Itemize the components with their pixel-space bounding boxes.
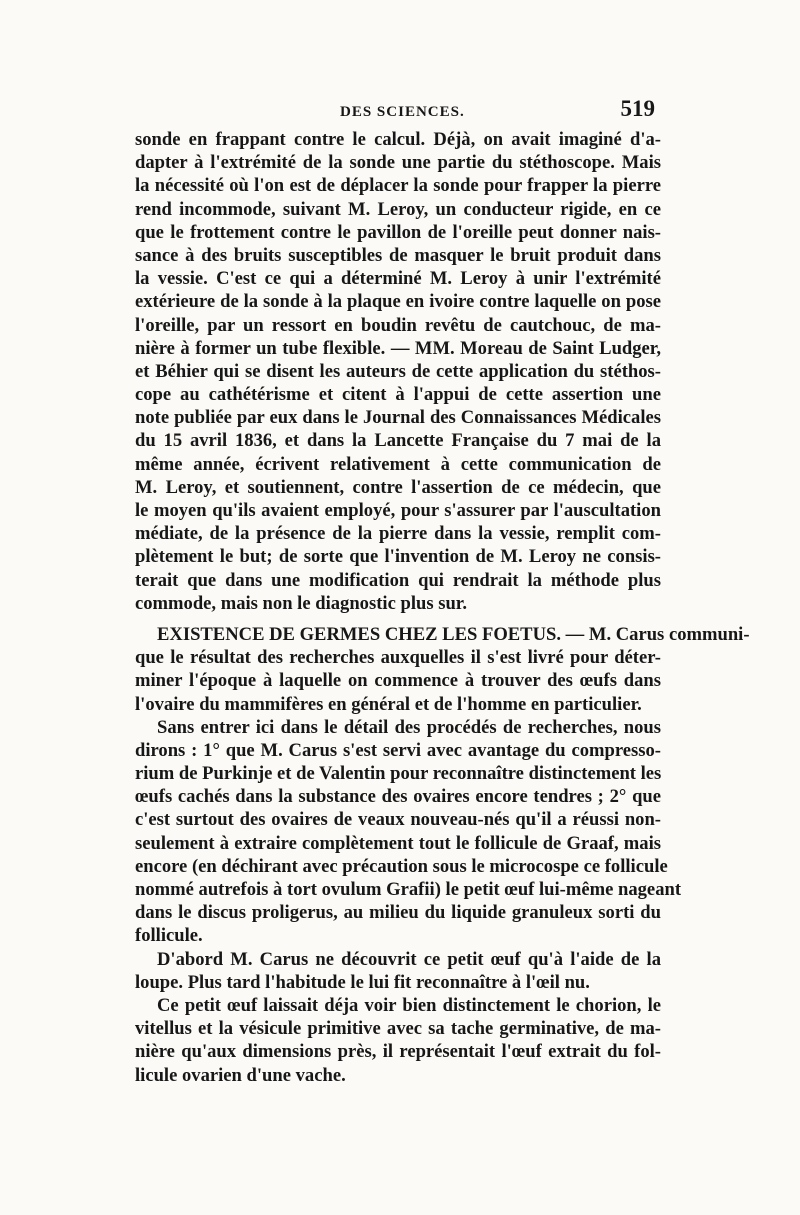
text-line: Sans entrer ici dans le détail des procédés de recherches, nous: [157, 716, 661, 738]
page-header: [135, 96, 655, 130]
paragraph-egg-description: [135, 994, 661, 1087]
text-line: nommé autrefois à tort ovulum Grafii) le petit œuf lui-même nageant: [135, 879, 682, 900]
text-line: l'ovaire du mammifères en général et de l'homme en particulier.: [135, 693, 642, 715]
text-line: œufs cachés dans la substance des ovaires encore tendres ; 2° que: [135, 786, 661, 808]
text-line: dans le discus proligerus, au milieu du liquide granuleux sorti du: [135, 902, 661, 924]
page-number: 519: [620, 96, 655, 121]
paragraph-magnifier: [135, 948, 661, 994]
text-line: et Béhier qui se disent les auteurs de cette application du stéthos-: [135, 360, 661, 382]
text-line: M. Leroy, et soutiennent, contre l'assertion de ce médecin, que: [135, 476, 661, 498]
text-line: sance à des bruits susceptibles de masquer le bruit produit dans: [135, 244, 661, 266]
text-line: que le frottement contre le pavillon de l'oreille peut donner nais-: [135, 221, 661, 243]
text-line: la nécessité où l'on est de déplacer la sonde pour frapper la pierre: [135, 175, 661, 197]
paragraph-germ-existence: [135, 623, 750, 716]
text-line: licule ovarien d'une vache.: [135, 1064, 346, 1086]
text-line: du 15 avril 1836, et dans la Lancette Française du 7 mai de la: [135, 430, 661, 452]
text-line: plètement le but; de sorte que l'invention de M. Leroy ne consis-: [135, 546, 661, 568]
text-line: que le résultat des recherches auxquelles il s'est livré pour déter-: [135, 647, 661, 669]
text-line: c'est surtout des ovaires de veaux nouveau-nés qu'il a réussi non-: [135, 809, 661, 831]
paragraph-lithotrity: [135, 128, 661, 615]
text-line: terait que dans une modification qui rendrait la méthode plus: [135, 569, 661, 591]
text-line: l'oreille, par un ressort en boudin revêtu de cautchouc, de ma-: [135, 314, 661, 336]
text-line: commode, mais non le diagnostic plus sur.: [135, 592, 467, 614]
running-title: DES SCIENCES.: [340, 104, 465, 120]
text-line: sonde en frappant contre le calcul. Déjà, on avait imaginé d'a-: [135, 129, 661, 150]
text-line: dapter à l'extrémité de la sonde une partie du stéthoscope. Mais: [135, 152, 661, 174]
text-line: rium de Purkinje et de Valentin pour reconnaître distinctement les: [135, 763, 662, 785]
text-line: extérieure de la sonde à la plaque en ivoire contre laquelle on pose: [135, 291, 661, 313]
text-line: même année, écrivent relativement à cette communication de: [135, 453, 661, 475]
text-line: loupe. Plus tard l'habitude le lui fit reconnaître à l'œil nu.: [135, 971, 590, 993]
text-line: rend incommode, suivant M. Leroy, un conducteur rigide, en ce: [135, 198, 661, 220]
text-line: follicule.: [135, 925, 203, 947]
text-line: dirons : 1° que M. Carus s'est servi avec avantage du compresso-: [135, 739, 661, 761]
page-body: [135, 128, 750, 1087]
text-line: seulement à extraire complètement tout le follicule de Graaf, mais: [135, 832, 661, 854]
text-line: nière à former un tube flexible. — MM. Moreau de Saint Ludger,: [135, 337, 661, 359]
text-line: nière qu'aux dimensions près, il représentait l'œuf extrait du fol-: [135, 1041, 661, 1063]
text-line: D'abord M. Carus ne découvrit ce petit œuf qu'à l'aide de la: [157, 948, 661, 970]
text-line: cope au cathétérisme et citent à l'appui de cette assertion une: [135, 384, 661, 406]
text-line: médiate, de la présence de la pierre dans la vessie, remplit com-: [135, 523, 661, 545]
text-line: note publiée par eux dans le Journal des Connaissances Médicales: [135, 407, 661, 429]
text-line: Ce petit œuf laissait déja voir bien distinctement le chorion, le: [157, 994, 661, 1016]
text-line: encore (en déchirant avec précaution sous le microcospe ce follicule: [135, 855, 668, 877]
paragraph-methods: [135, 716, 682, 948]
text-line: vitellus et la vésicule primitive avec sa tache germinative, de ma-: [135, 1018, 661, 1040]
text-line: le moyen qu'ils avaient employé, pour s'assurer par l'auscultation: [135, 500, 661, 521]
text-line: EXISTENCE DE GERMES CHEZ LES FOETUS. — M. Carus communi-: [157, 623, 750, 645]
text-line: la vessie. C'est ce qui a déterminé M. Leroy à unir l'extrémité: [135, 268, 661, 290]
text-line: miner l'époque à laquelle on commence à trouver des œufs dans: [135, 670, 661, 692]
